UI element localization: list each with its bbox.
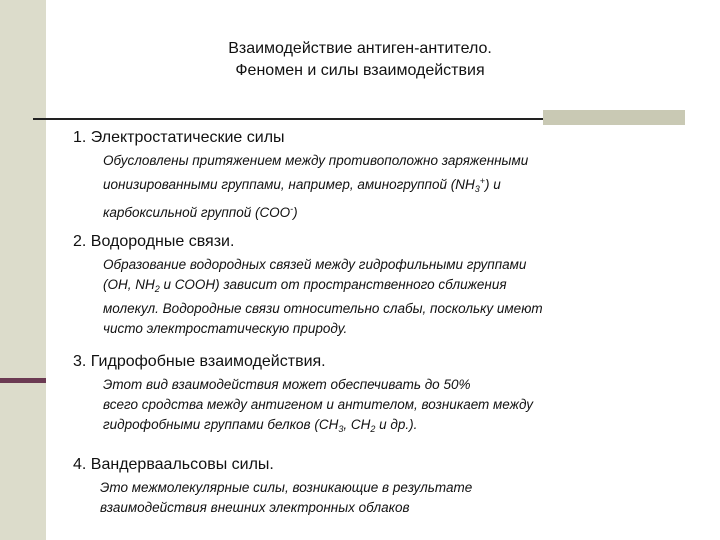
section-3-line-2: всего сродства между антигеном и антителом, возникает между	[103, 397, 534, 412]
left-decorative-band	[0, 0, 46, 540]
slide-title	[150, 38, 570, 82]
section-4-line-2: взаимодействия внешних электронных облаков	[100, 500, 410, 515]
section-2-line-2: (ОН, $NH_2$ и СООН) зависит от пространственного сближения	[103, 277, 507, 294]
section-1-line-1: Обусловлены притяжением между противоположно заряженными	[103, 153, 529, 168]
section-4-text	[100, 478, 472, 518]
section-2-line-4: чисто электростатическую природу.	[103, 321, 348, 336]
left-band-marker	[0, 378, 46, 383]
title-line-1: Взаимодействие антиген-антитело.	[228, 40, 492, 57]
section-4-heading: 4. Вандерваальсовы силы.	[73, 456, 274, 473]
title-line-2: Феномен и силы взаимодействия	[235, 62, 485, 79]
section-1-line-2: ионизированными группами, например, аминогруппой $(NH_3^+)$ и	[103, 176, 501, 194]
section-3-line-1: Этот вид взаимодействия может обеспечивать до 50%	[103, 377, 471, 392]
section-1-line-3: карбоксильной группой (СОО-)	[103, 204, 298, 220]
section-2-line-3: молекул. Водородные связи относительно слабы, поскольку имеют	[103, 301, 543, 316]
section-2-heading: 2. Водородные связи.	[73, 233, 235, 250]
title-divider	[33, 118, 543, 120]
section-2-text	[103, 255, 543, 339]
title-accent-bar	[543, 110, 685, 125]
section-3-text	[103, 375, 533, 439]
section-1-heading: 1. Электростатические силы	[73, 129, 285, 146]
section-3-heading: 3. Гидрофобные взаимодействия.	[73, 353, 326, 370]
section-3-line-3: гидрофобными группами белков ($СН_3$, $СН_2$ и др.).	[103, 417, 418, 434]
section-1-text	[103, 151, 528, 223]
section-2-line-1: Образование водородных связей между гидрофильными группами	[103, 257, 527, 272]
section-4-line-1: Это межмолекулярные силы, возникающие в результате	[100, 480, 473, 495]
